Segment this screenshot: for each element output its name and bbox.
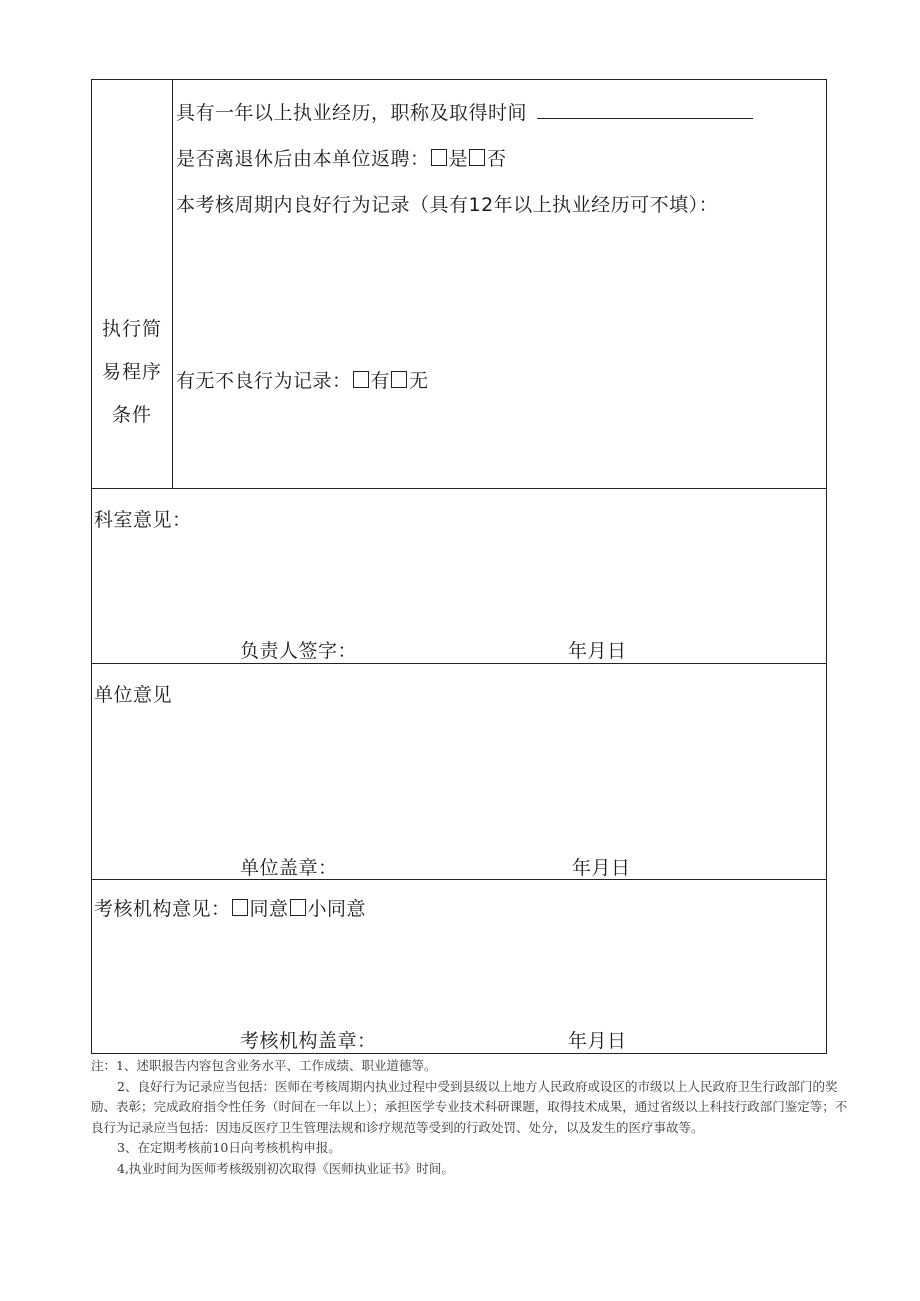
agree-checkbox[interactable] bbox=[232, 899, 248, 916]
rehire-no-checkbox[interactable] bbox=[469, 149, 485, 166]
note-1: 注：1、述职报告内容包含业务水平、工作成绩、职业道德等。 bbox=[91, 1058, 437, 1073]
bad-record-no-checkbox[interactable] bbox=[391, 371, 407, 388]
note-3: 3、在定期考核前10日向考核机构申报。 bbox=[117, 1140, 341, 1155]
note-2: 2、良好行为记录应当包括：医师在考核周期内执业过程中受到县级以上地方人民政府或设区的市级以上人民政府卫生行政部门的奖励、表彰；完成政府指令性任务（时间在一年以上）；承担医学专业技术科研课题，取得技术成果，通过省级以上科技行政部门鉴定等；不良行为记录应当包括：因违反医疗卫生管理法规和诊疗规范等受到的行政处罚、处分，以及发生的医疗事故等。 bbox=[91, 1078, 848, 1135]
simple-procedure-row bbox=[92, 80, 827, 489]
bad-record-yes-label: 有 bbox=[370, 370, 391, 392]
department-signer-label: 负责人签字： bbox=[240, 640, 358, 662]
department-opinion-cell bbox=[92, 489, 827, 664]
department-date-label: 年月日 bbox=[568, 640, 627, 662]
assessment-opinion-cell bbox=[92, 880, 827, 1054]
assessment-opinion-line bbox=[94, 894, 366, 921]
unit-opinion-title: 单位意见 bbox=[94, 684, 173, 706]
rehire-line bbox=[176, 144, 507, 171]
simple-procedure-label-cell bbox=[92, 80, 173, 489]
rehire-yes-checkbox[interactable] bbox=[431, 149, 447, 166]
unit-opinion-row bbox=[92, 664, 827, 880]
note-4: 4,执业时间为医师考核级别初次取得《医师执业证书》时间。 bbox=[117, 1160, 454, 1176]
simple-procedure-content-cell bbox=[173, 80, 827, 489]
assessment-seal-label: 考核机构盖章： bbox=[240, 1030, 377, 1052]
bad-record-line bbox=[176, 366, 429, 393]
unit-seal-label: 单位盖章： bbox=[240, 857, 338, 879]
unit-date-label: 年月日 bbox=[572, 857, 631, 879]
bad-record-label: 有无不良行为记录： bbox=[176, 370, 352, 392]
disagree-label: 小同意 bbox=[307, 898, 367, 920]
rehire-no-label: 否 bbox=[487, 148, 507, 170]
simple-procedure-label: 执行简 易程序 条件 bbox=[101, 318, 162, 426]
rehire-yes-label: 是 bbox=[448, 148, 469, 170]
experience-line bbox=[176, 98, 753, 125]
unit-opinion-cell bbox=[92, 664, 827, 880]
assessment-date-label: 年月日 bbox=[568, 1030, 627, 1052]
good-record-label: 本考核周期内良好行为记录（具有12年以上执业经历可不填）： bbox=[176, 194, 719, 216]
agree-label: 同意 bbox=[249, 898, 289, 920]
assessment-opinion-title: 考核机构意见： bbox=[94, 898, 231, 920]
footnotes bbox=[91, 1056, 851, 1179]
department-opinion-title: 科室意见： bbox=[94, 509, 192, 531]
disagree-checkbox[interactable] bbox=[290, 899, 306, 916]
bad-record-no-label: 无 bbox=[409, 370, 429, 392]
assessment-form-table bbox=[91, 79, 827, 1054]
title-date-input-line[interactable] bbox=[537, 100, 753, 119]
bad-record-yes-checkbox[interactable] bbox=[353, 371, 369, 388]
department-opinion-row bbox=[92, 489, 827, 664]
experience-label: 具有一年以上执业经历，职称及取得时间 bbox=[176, 102, 528, 124]
assessment-opinion-row bbox=[92, 880, 827, 1054]
rehire-label: 是否离退休后由本单位返聘： bbox=[176, 148, 430, 170]
